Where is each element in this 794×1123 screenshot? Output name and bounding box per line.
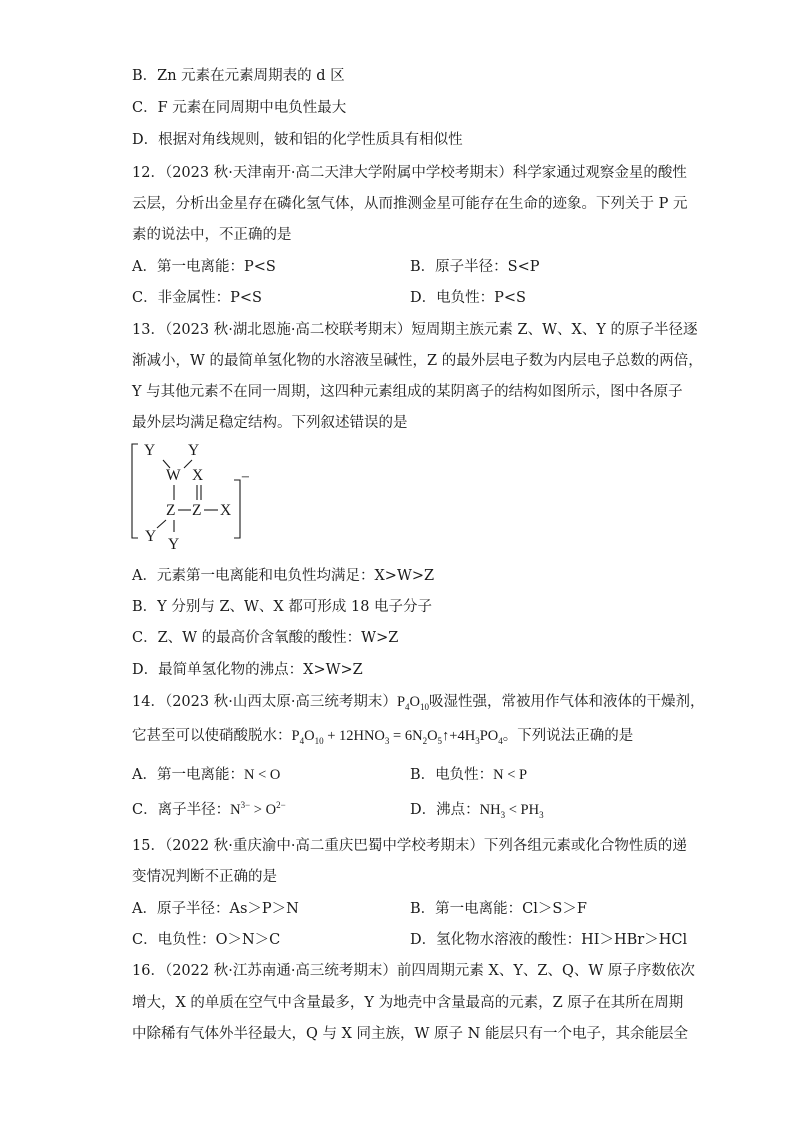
q15-option-c: C．电负性：O＞N＞C xyxy=(132,932,281,948)
atom-w: W xyxy=(166,467,181,484)
q13-option-d: D．最简单氢化物的沸点：X>W>Z xyxy=(132,662,363,678)
q13-option-a: A．元素第一电离能和电负性均满足：X>W>Z xyxy=(132,568,435,584)
anion-structure-diagram xyxy=(128,438,258,550)
q15-stem-line2: 变情况判断不正确的是 xyxy=(132,869,277,885)
bond-z-y3 xyxy=(157,520,166,528)
atom-y-bottom: Y xyxy=(168,536,180,550)
atom-y-bottom-left: Y xyxy=(145,528,157,545)
q11-option-c: C．F 元素在同周期中电负性最大 xyxy=(132,100,347,116)
q14-option-b xyxy=(410,766,527,784)
q13-stem-line1: 13．（2023 秋·湖北恩施·高二校联考期末）短周期主族元素 Z、W、X、Y 的原子半径逐 xyxy=(132,322,698,338)
q14-stem-source: 14．（2023 秋·山西太原·高三统考期末） xyxy=(132,694,397,710)
q12-option-c: C．非金属性：P<S xyxy=(132,290,262,306)
q12-stem-line2: 云层，分析出金星存在磷化氢气体，从而推测金星可能存在生命的迹象。下列关于 P 元 xyxy=(132,196,688,212)
q13-stem-line2: 渐减小，W 的最简单氢化物的水溶液呈碱性，Z 的最外层电子数为内层电子总数的两倍， xyxy=(132,353,703,369)
q15-option-a: A．原子半径：As＞P＞N xyxy=(132,901,299,917)
atom-z-right: Z xyxy=(192,502,202,519)
atom-x-right: X xyxy=(220,502,232,519)
left-bracket xyxy=(132,444,138,538)
q14-option-d-label: D．沸点： xyxy=(410,802,480,818)
q14-option-c xyxy=(132,801,286,819)
q12-option-a: A．第一电离能：P<S xyxy=(132,259,276,275)
q14-stem-line2-text: 它甚至可以使硝酸脱水： xyxy=(132,728,292,744)
q14-option-a-expr: N < O xyxy=(243,767,281,783)
q12-stem-line3: 素的说法中，不正确的是 xyxy=(132,227,292,243)
q14-stem-line1-rest: 吸湿性强，常被用作气体和液体的干燥剂， xyxy=(429,694,705,710)
q12-option-d: D．电负性：P<S xyxy=(410,290,526,306)
atom-x-top: X xyxy=(192,467,204,484)
q16-stem-line1: 16．（2022 秋·江苏南通·高三统考期末）前四周期元素 X、Y、Z、Q、W 原子序数依次 xyxy=(132,963,695,979)
q14-stem-line2-rest: 。下列说法正确的是 xyxy=(502,728,634,744)
q14-option-a-label: A．第一电离能： xyxy=(132,767,244,783)
atom-y-top-right: Y xyxy=(188,442,200,459)
q14-stem-line2 xyxy=(132,727,633,745)
bond-w-y2 xyxy=(184,460,192,468)
q11-option-d: D．根据对角线规则，铍和铝的化学性质具有相似性 xyxy=(132,132,463,148)
q14-stem-line1 xyxy=(132,693,705,711)
q15-stem-line1: 15．（2022 秋·重庆渝中·高二重庆巴蜀中学校考期末）下列各组元素或化合物性质的递 xyxy=(132,838,687,854)
boiling-point-expr: $NH_3 < PH_3$ xyxy=(479,802,544,820)
q13-stem-line4: 最外层均满足稳定结构。下列叙述错误的是 xyxy=(132,415,408,431)
q14-option-a xyxy=(132,766,280,784)
q12-option-b: B．原子半径：S<P xyxy=(410,259,540,275)
q14-option-b-expr: N < P xyxy=(493,767,528,783)
q11-option-b: B．Zn 元素在元素周期表的 d 区 xyxy=(132,68,345,84)
charge-label: − xyxy=(241,469,250,486)
q14-option-d xyxy=(410,801,544,819)
ion-radius-expr: $N^{3-} > O^{2-}$ xyxy=(230,800,286,818)
right-bracket xyxy=(234,480,240,538)
dehydration-equation: $P_4O_{10} + 12HNO_3$ = $6N_2O_5↑+4H_3PO_4$ xyxy=(291,728,503,746)
q16-stem-line2: 增大，X 的单质在空气中含量最多，Y 为地壳中含量最高的元素，Z 原子在其所在周期 xyxy=(132,995,684,1011)
q16-stem-line3: 中除稀有气体外半径最大，Q 与 X 同主族，W 原子 N 能层只有一个电子，其余能层全 xyxy=(132,1026,688,1042)
q12-stem-line1: 12．（2023 秋·天津南开·高二天津大学附属中学校考期末）科学家通过观察金星的酸性 xyxy=(132,165,687,181)
q15-option-d: D．氢化物水溶液的酸性：HI＞HBr＞HCl xyxy=(410,932,688,948)
atom-y-top-left: Y xyxy=(144,442,156,459)
q15-option-b: B．第一电离能：Cl＞S＞F xyxy=(410,901,587,917)
q14-option-b-label: B．电负性： xyxy=(410,767,494,783)
q14-option-c-label: C．离子半径： xyxy=(132,802,231,818)
q13-stem-line3: Y 与其他元素不在同一周期，这四种元素组成的某阴离子的结构如图所示，图中各原子 xyxy=(132,384,683,400)
q13-option-b: B．Y 分别与 Z、W、X 都可形成 18 电子分子 xyxy=(132,599,433,615)
p4o10-formula: $P_4O_{10}$ xyxy=(396,694,429,712)
q13-option-c: C．Z、W 的最高价含氧酸的酸性：W>Z xyxy=(132,630,399,646)
atom-z-left: Z xyxy=(166,502,176,519)
